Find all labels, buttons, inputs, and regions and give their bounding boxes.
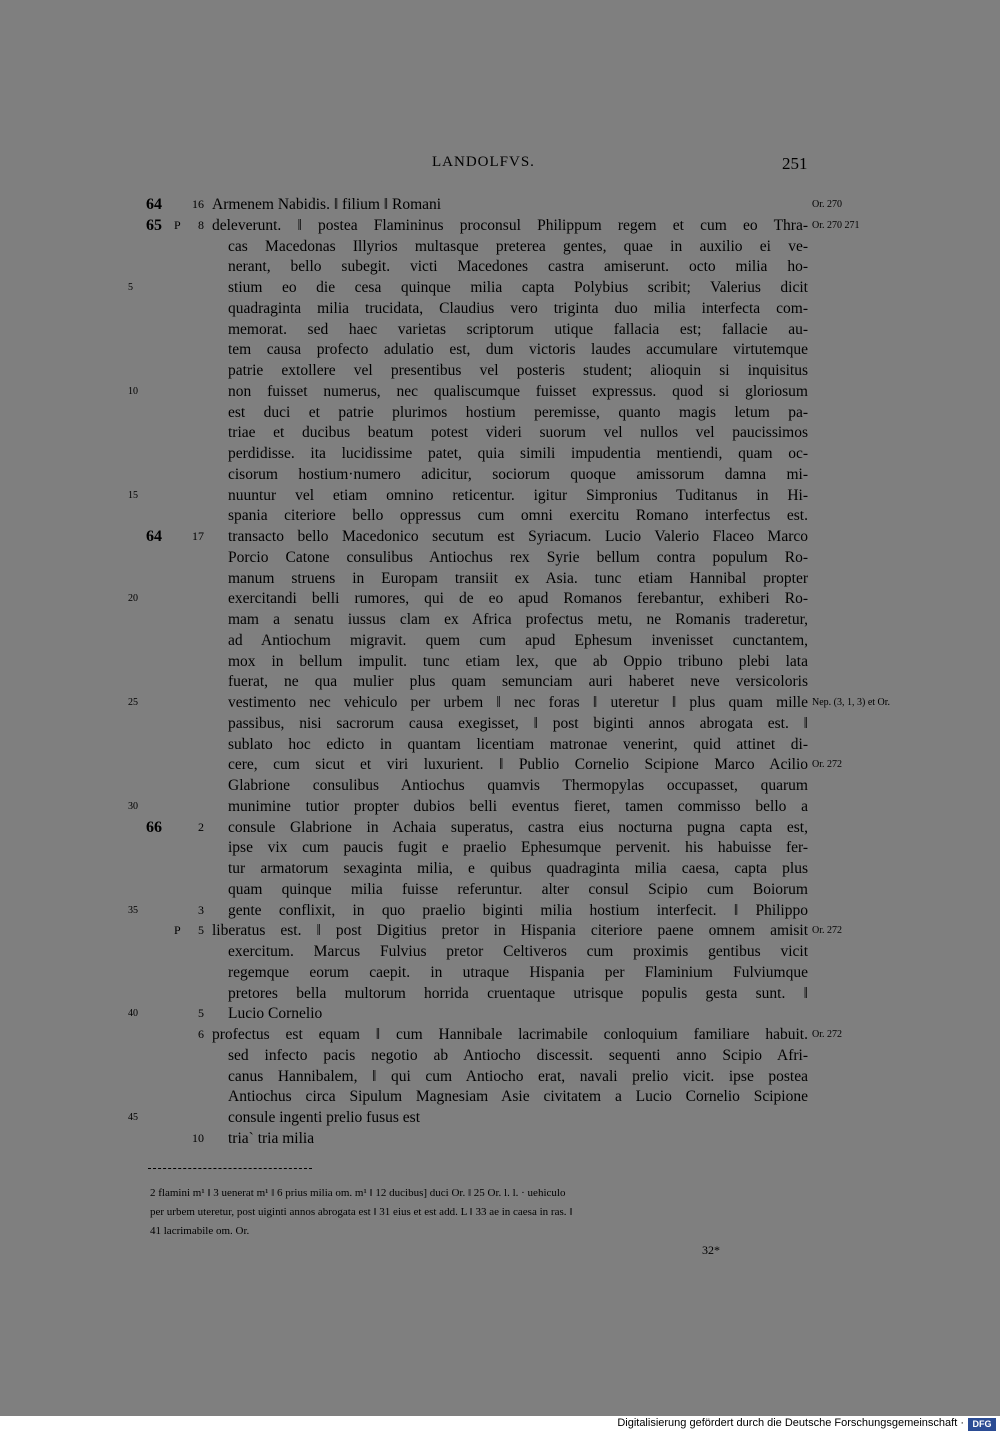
verse-number: 3 (198, 902, 204, 917)
text-line (0, 422, 1000, 443)
verse-number: 10 (192, 1130, 204, 1145)
text-line (0, 609, 1000, 630)
footnote-line: 2 flamini m¹ ‖ 3 uenerat m¹ ‖ 6 prius milia om. m¹ ‖ 12 ducibus] duci Or. ‖ 25 Or. l. l. · uehiculo (150, 1187, 566, 1199)
text-line (0, 858, 1000, 879)
line-text: nerant, bello subegit. victi Macedones castra amiserunt. octo milia ho- (228, 258, 808, 276)
text-line (0, 215, 1000, 236)
digitization-footer (0, 1416, 1000, 1434)
page-number: 251 (782, 154, 808, 173)
line-text: vestimento nec vehiculo per urbem ‖ nec foras ‖ uteretur ‖ plus quam mille (228, 694, 808, 711)
text-line (0, 256, 1000, 277)
line-text: passibus, nisi sacrorum causa exegisset, ‖ post biginti annos abrogata est. ‖ (228, 714, 808, 732)
line-number: 45 (128, 1112, 138, 1123)
line-text: Glabrione consulibus Antiochus quamvis Thermopylas occupasset, quarum (228, 777, 808, 794)
line-text: exercitandi belli rumores, qui de eo apud Romanos ferebantur, exhiberi Ro- (228, 590, 808, 608)
text-line (0, 879, 1000, 900)
text-line (0, 526, 1000, 547)
text-line (0, 651, 1000, 672)
chapter-number: 64 (146, 528, 162, 545)
footnote-rule (148, 1168, 312, 1170)
text-line (0, 1045, 1000, 1066)
margin-source-note: Or. 270 (812, 199, 842, 210)
line-text: Armenem Nabidis. ‖ filium ‖ Romani (212, 196, 442, 213)
verse-number: 8 (198, 217, 204, 232)
margin-source-note: Nep. (3, 1, 3) et Or. (812, 697, 891, 708)
verse-number: 6 (198, 1027, 204, 1041)
line-text: Porcio Catone consulibus Antiochus rex Syrie bellum contra populum Ro- (228, 548, 808, 566)
text-line (0, 588, 1000, 609)
line-text: tria` tria milia (228, 1129, 315, 1147)
line-text: ipse vix cum paucis fugit e praelio Ephesumque pervenit. his habuisse fer- (228, 839, 808, 857)
text-line (0, 983, 1000, 1004)
line-number: 35 (128, 904, 138, 916)
text-line (0, 443, 1000, 464)
text-line (0, 837, 1000, 858)
line-text: transacto bello Macedonico secutum est Syriacum. Lucio Valerio Flaceo Marco (228, 528, 808, 545)
line-text: mam a senatu iussus clam ex Africa profectus metu, ne Romanis traderetur, (228, 611, 808, 628)
verse-number: 5 (198, 1006, 204, 1021)
footer-credit: Digitalisierung gefördert durch die Deutsche Forschungsgemeinschaft · (617, 1417, 964, 1429)
footnote-line: per urbem uteretur, post uiginti annos abrogata est ‖ 31 eius et est add. L ‖ 33 ae in caesa in ras. ‖ (150, 1206, 573, 1218)
text-line (0, 1086, 1000, 1107)
text-line (0, 630, 1000, 651)
text-line (0, 900, 1000, 921)
line-text: mox in bellum impulit. tunc etiam lex, que ab Oppio tribuno plebi lata (228, 652, 808, 670)
text-line (0, 1024, 1000, 1045)
line-text: triae et ducibus beatum potest videri suorum vel nullos vel paucissimos (228, 424, 808, 442)
line-text: est duci et patrie plurimos hostium peremisse, quanto magis letum pa- (228, 403, 808, 421)
line-text: ad Antiochum migravit. quem cum apud Ephesum invenisset cunctantem, (228, 631, 808, 649)
text-line (0, 1128, 1000, 1149)
text-line (0, 547, 1000, 568)
line-text: pretores bella multorum horrida cruentaque utrisque populis gesta sunt. ‖ (228, 984, 808, 1002)
line-text: deleverunt. ‖ postea Flamininus proconsul Philippum regem et cum eo Thra- (212, 216, 808, 234)
line-number: 25 (128, 697, 138, 708)
signature-mark: 32* (702, 1243, 720, 1257)
text-line (0, 277, 1000, 298)
line-text: gente conflixit, in quo praelio biginti milia hostium interfecit. ‖ Philippo (228, 901, 808, 919)
verse-number: 17 (192, 529, 204, 543)
text-line (0, 1107, 1000, 1128)
footnote-line: 41 lacrimabile om. Or. (150, 1225, 250, 1237)
line-text: profectus est equam ‖ cum Hannibale lacrimabile conloquium familiare habuit. (212, 1026, 808, 1043)
line-text: quadraginta milia trucidata, Claudius vero triginta duo milia interfecta com- (228, 299, 808, 317)
line-text: munimine tutior propter dubios belli eventus fieret, tamen commisso bello a (228, 797, 808, 815)
line-text: perdidisse. ita lucidissime patet, quia simili impudentia mentiendi, quam oc- (228, 445, 808, 462)
verse-number: 2 (198, 819, 204, 834)
line-text: Lucio Cornelio (228, 1005, 323, 1023)
p-marker: P (174, 923, 181, 938)
line-text: canus Hannibalem, ‖ qui cum Antiocho erat, navali prelio vicit. ipse postea (228, 1067, 808, 1085)
line-number: 20 (128, 593, 138, 605)
text-line (0, 920, 1000, 941)
text-line (0, 754, 1000, 775)
running-title: LANDOLFVS. (432, 154, 535, 170)
text-line (0, 713, 1000, 734)
line-text: exercitum. Marcus Fulvius pretor Celtiveros cum proximis gentibus vicit (228, 943, 808, 960)
chapter-number: 64 (146, 196, 162, 213)
text-line (0, 360, 1000, 381)
text-line (0, 505, 1000, 526)
text-line (0, 381, 1000, 402)
line-text: quam quinque milia fuisse referuntur. alter consul Scipio cum Boiorum (228, 880, 808, 898)
text-line (0, 775, 1000, 796)
line-text: regemque eorum caepit. in utraque Hispania per Flaminium Fulviumque (228, 963, 808, 981)
line-text: nuuntur vel etiam omnino reticentur. igitur Simpronius Tuditanus in Hi- (228, 486, 808, 504)
line-number: 40 (128, 1008, 138, 1020)
line-number: 5 (128, 282, 133, 293)
line-text: consule Glabrione in Achaia superatus, castra eius nocturna pugna capta est, (228, 818, 808, 836)
line-text: cere, cum sicut et viri luxurient. ‖ Publio Cornelio Scipione Marco Acilio (228, 756, 808, 774)
p-marker: P (174, 217, 181, 232)
text-line (0, 671, 1000, 692)
text-line (0, 485, 1000, 506)
text-line (0, 941, 1000, 962)
text-line (0, 962, 1000, 983)
text-line (0, 402, 1000, 423)
chapter-number: 66 (146, 818, 162, 836)
line-text: non fuisset numerus, nec qualiscumque fuisset expressus. quod si gloriosum (228, 382, 808, 400)
line-text: consule ingenti prelio fusus est (228, 1109, 420, 1126)
text-line (0, 1003, 1000, 1024)
text-line (0, 298, 1000, 319)
line-text: memorat. sed haec varietas scriptorum utique fallacia est; fallacie au- (228, 320, 808, 338)
line-text: manum struens in Europam transiit ex Asia. tunc etiam Hannibal propter (228, 569, 808, 587)
line-text: fuerat, ne qua mulier plus quam semunciam auri haberet neve versicoloris (228, 673, 808, 691)
chapter-number: 65 (146, 216, 162, 234)
margin-source-note: Or. 272 (812, 759, 842, 771)
line-text: cas Macedonas Illyrios multasque preterea gentes, quae in auxilio ei ve- (228, 237, 808, 255)
line-number: 30 (128, 800, 138, 812)
line-text: Antiochus circa Sipulum Magnesiam Asie civitatem a Lucio Cornelio Scipione (228, 1088, 808, 1106)
line-text: sed infecto pacis negotio ab Antiocho discessit. sequenti anno Scipio Afri- (228, 1046, 808, 1064)
text-line (0, 692, 1000, 713)
line-number: 15 (128, 489, 138, 501)
text-line (0, 1066, 1000, 1087)
line-text: liberatus est. ‖ post Digitius pretor in Hispania citeriore paene omnem amisit (212, 922, 808, 940)
line-text: spania citeriore bello oppressus cum omni exercitu Romano interfectus est. (228, 507, 808, 525)
text-line (0, 194, 1000, 215)
line-number: 10 (128, 385, 138, 397)
margin-source-note: Or. 272 (812, 925, 842, 937)
text-line (0, 236, 1000, 257)
line-text: tem causa profecto adulatio est, dum victoris laudes accumulare virtutemque (228, 341, 808, 359)
text-line (0, 817, 1000, 838)
dfg-logo: DFG (968, 1418, 996, 1431)
verse-number: 5 (198, 923, 204, 938)
line-text: tur armatorum sexaginta milia, e quibus quadraginta milia caesa, capta plus (228, 860, 808, 877)
line-text: patrie extollere vel presentibus vel posteris student; alioquin si inquisitus (228, 362, 808, 379)
line-text: cisorum hostium·numero adicitur, sociorum quoque amissorum damna mi- (228, 465, 808, 483)
margin-source-note: Or. 270 271 (812, 219, 860, 231)
margin-source-note: Or. 272 (812, 1029, 842, 1040)
text-line (0, 339, 1000, 360)
line-text: sublato hoc edicto in quantam licentiam matronae venerint, quid attinet di- (228, 735, 808, 753)
line-text: stium eo die cesa quinque milia capta Polybius scribit; Valerius dicit (228, 279, 808, 296)
text-line (0, 734, 1000, 755)
text-line (0, 464, 1000, 485)
text-line (0, 796, 1000, 817)
text-line (0, 568, 1000, 589)
text-line (0, 319, 1000, 340)
verse-number: 16 (192, 197, 204, 211)
